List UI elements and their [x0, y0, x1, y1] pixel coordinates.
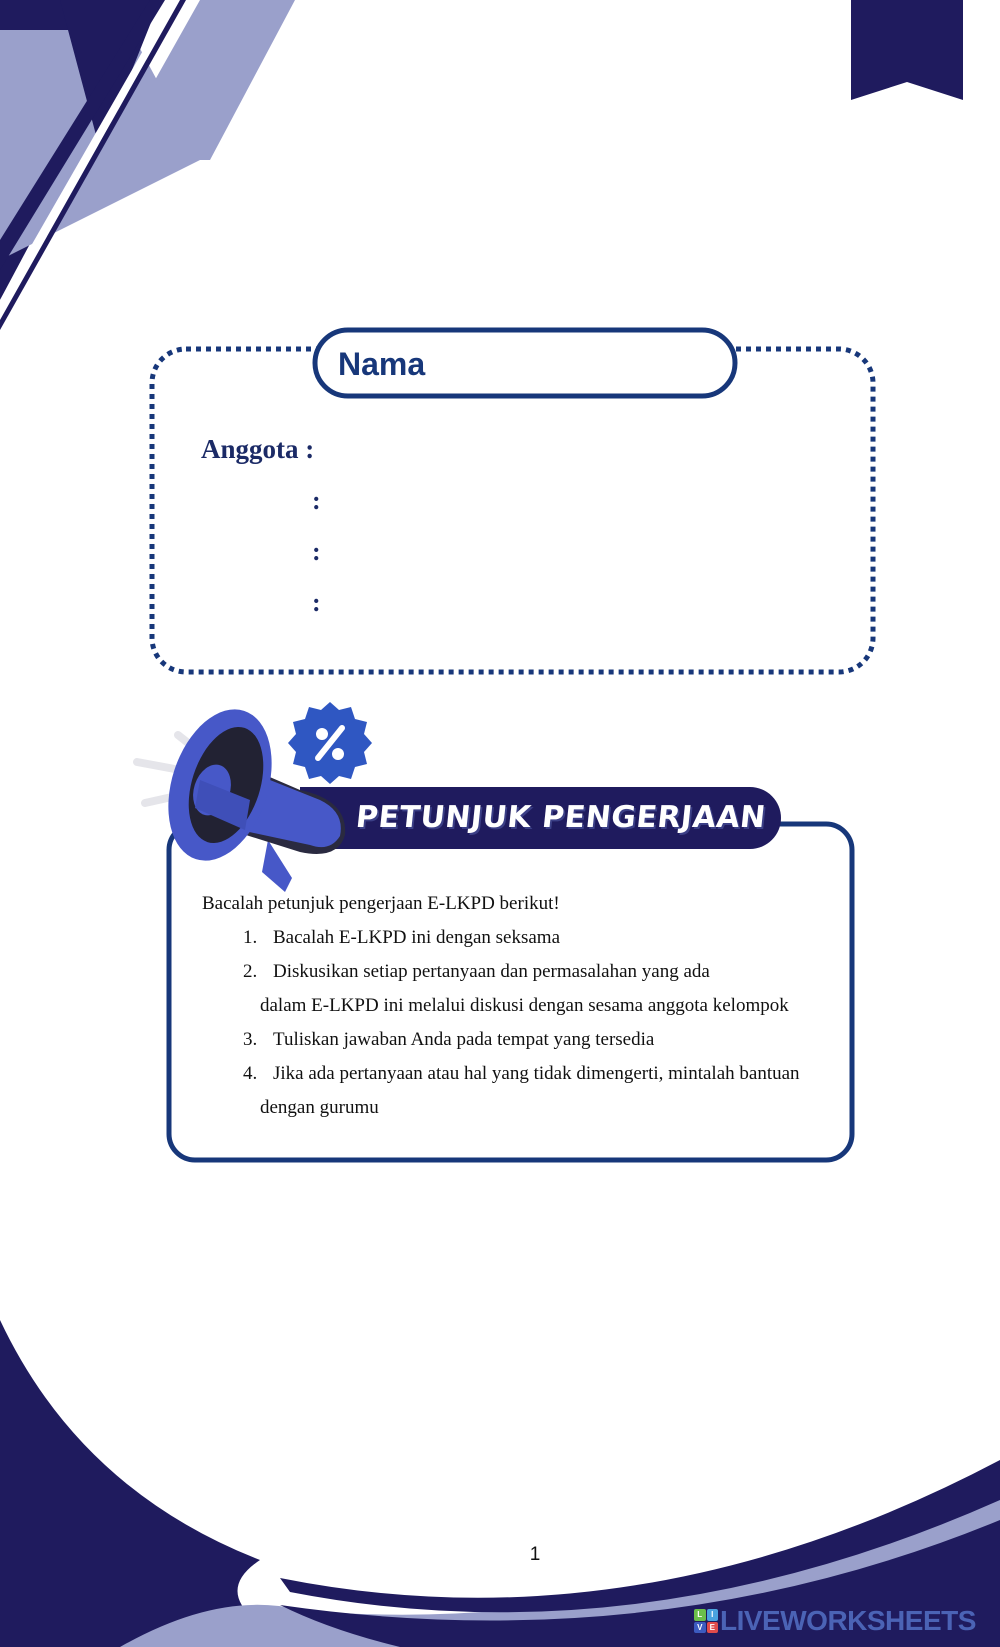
list-item-continuation: dalam E-LKPD ini melalui diskusi dengan sesama anggota kelompok — [260, 995, 789, 1016]
list-item-text: Bacalah E-LKPD ini dengan seksama — [273, 927, 561, 948]
logo-letter: L — [694, 1609, 706, 1621]
member-line-colon: : — [312, 588, 321, 617]
list-item-number: 4. — [243, 1063, 258, 1084]
list-item-number: 1. — [243, 927, 258, 948]
list-item — [243, 1029, 654, 1051]
instruction-title: PETUNJUK PENGERJAAN — [354, 800, 768, 835]
liveworksheets-brand[interactable] — [694, 1607, 976, 1635]
logo-letter: V — [694, 1622, 706, 1634]
list-item-number: 3. — [243, 1029, 258, 1050]
list-item — [243, 961, 710, 983]
list-item — [243, 927, 560, 949]
logo-letter: I — [707, 1609, 719, 1621]
bottom-wave-decoration — [0, 1320, 1000, 1647]
list-item-number: 2. — [243, 961, 258, 982]
top-left-decoration — [0, 0, 295, 330]
instruction-intro: Bacalah petunjuk pengerjaan E-LKPD berikut! — [202, 893, 560, 914]
list-item-text: Jika ada pertanyaan atau hal yang tidak dimengerti, mintalah bantuan — [273, 1063, 800, 1084]
list-item-text: Diskusikan setiap pertanyaan dan permasalahan yang ada — [273, 961, 710, 982]
anggota-label: Anggota : — [201, 434, 315, 464]
liveworksheets-logo-icon — [694, 1609, 718, 1633]
member-line-colon: : — [312, 486, 321, 515]
percent-badge-icon — [288, 702, 372, 784]
page-number: 1 — [529, 1544, 541, 1565]
bookmark-ribbon — [851, 0, 963, 100]
list-item — [243, 1063, 800, 1085]
list-item-text: Tuliskan jawaban Anda pada tempat yang tersedia — [273, 1029, 655, 1050]
list-item-continuation: dengan gurumu — [260, 1097, 379, 1118]
member-line-colon: : — [312, 537, 321, 566]
member-box-title: Nama — [338, 346, 426, 382]
brand-text: LIVEWORKSHEETS — [720, 1605, 976, 1636]
logo-letter: E — [707, 1622, 719, 1634]
